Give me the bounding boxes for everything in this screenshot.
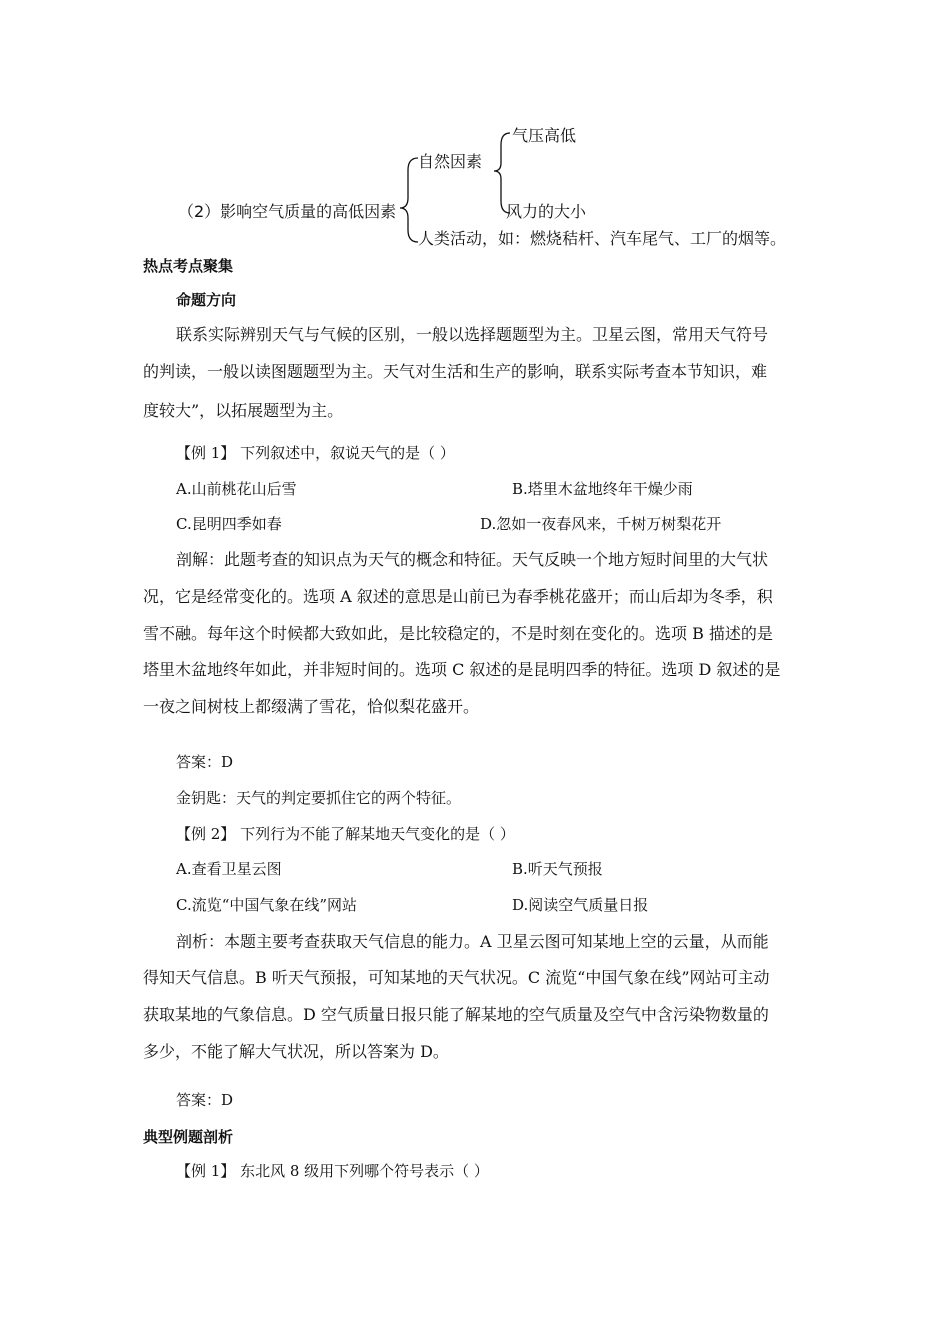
example-2-answer: 答案：D xyxy=(176,1091,234,1109)
example-2-option-d: D.阅读空气质量日报 xyxy=(512,896,649,914)
example-1-analysis-line: 剖解：此题考查的知识点为天气的概念和特征。天气反映一个地方短时间里的大气状 xyxy=(176,550,769,569)
example-1-analysis-line: 塔里木盆地终年如此，并非短时间的。选项 C 叙述的是昆明四季的特征。选项 D 叙述的是 xyxy=(143,660,781,679)
direction-line: 度较大”，以拓展题型为主。 xyxy=(143,401,344,420)
example-1-analysis-line: 况，它是经常变化的。选项 A 叙述的意思是山前已为春季桃花盛开；而山后却为冬季，积 xyxy=(143,587,773,606)
example-1-option-b: B.塔里木盆地终年干燥少雨 xyxy=(512,480,693,498)
example-1-answer: 答案：D xyxy=(176,753,234,771)
example-1-key-tip: 金钥匙：天气的判定要抓住它的两个特征。 xyxy=(176,789,462,807)
example-1-analysis-line: 雪不融。每年这个时候都大致如此，是比较稳定的，不是时刻在变化的。选项 B 描述的是 xyxy=(143,624,773,643)
direction-line: 的判读，一般以读图题题型为主。天气对生活和生产的影响，联系实际考查本节知识，难 xyxy=(143,362,768,381)
example-2-analysis-line: 剖析：本题主要考查获取天气信息的能力。A 卫星云图可知某地上空的云量，从而能 xyxy=(176,932,769,951)
example-1-option-a: A.山前桃花山后雪 xyxy=(176,480,297,498)
diagram-wind: 风力的大小 xyxy=(506,202,587,221)
example-1-stem: 【例 1】 下列叙述中，叙说天气的是（ ） xyxy=(176,444,455,462)
example-2-option-c: C.流览“中国气象在线”网站 xyxy=(176,896,358,914)
section-heading-typical: 典型例题剖析 xyxy=(143,1128,234,1146)
direction-heading: 命题方向 xyxy=(176,291,237,309)
diagram-human-activity: 人类活动，如：燃烧秸杆、汽车尾气、工厂的烟等。 xyxy=(418,229,787,248)
direction-line: 联系实际辨别天气与气候的区别，一般以选择题题型为主。卫星云图，常用天气符号 xyxy=(176,325,769,344)
example-1-analysis-line: 一夜之间树枝上都缀满了雪花，恰似梨花盛开。 xyxy=(143,697,480,716)
diagram-pressure: 气压高低 xyxy=(512,126,577,145)
section-heading-hot: 热点考点聚集 xyxy=(143,257,234,275)
example-1-option-c: C.昆明四季如春 xyxy=(176,515,282,533)
example-2-analysis-line: 多少，不能了解大气状况，所以答案为 D。 xyxy=(143,1042,449,1061)
example-2-analysis-line: 得知天气信息。B 听天气预报，可知某地的天气状况。C 流览“中国气象在线”网站可主动 xyxy=(143,968,770,987)
example-2-stem: 【例 2】 下列行为不能了解某地天气变化的是（ ） xyxy=(176,825,515,843)
example-3-stem: 【例 1】 东北风 8 级用下列哪个符号表示（ ） xyxy=(176,1162,489,1180)
example-2-analysis-line: 获取某地的气象信息。D 空气质量日报只能了解某地的空气质量及空气中含污染物数量的 xyxy=(143,1005,769,1024)
diagram-root-label: （2）影响空气质量的高低因素 xyxy=(178,202,397,221)
example-1-option-d: D.忽如一夜春风来，千树万树梨花开 xyxy=(480,515,722,533)
example-2-option-b: B.听天气预报 xyxy=(512,860,603,878)
example-2-option-a: A.查看卫星云图 xyxy=(176,860,282,878)
diagram-natural-factor: 自然因素 xyxy=(418,152,483,171)
